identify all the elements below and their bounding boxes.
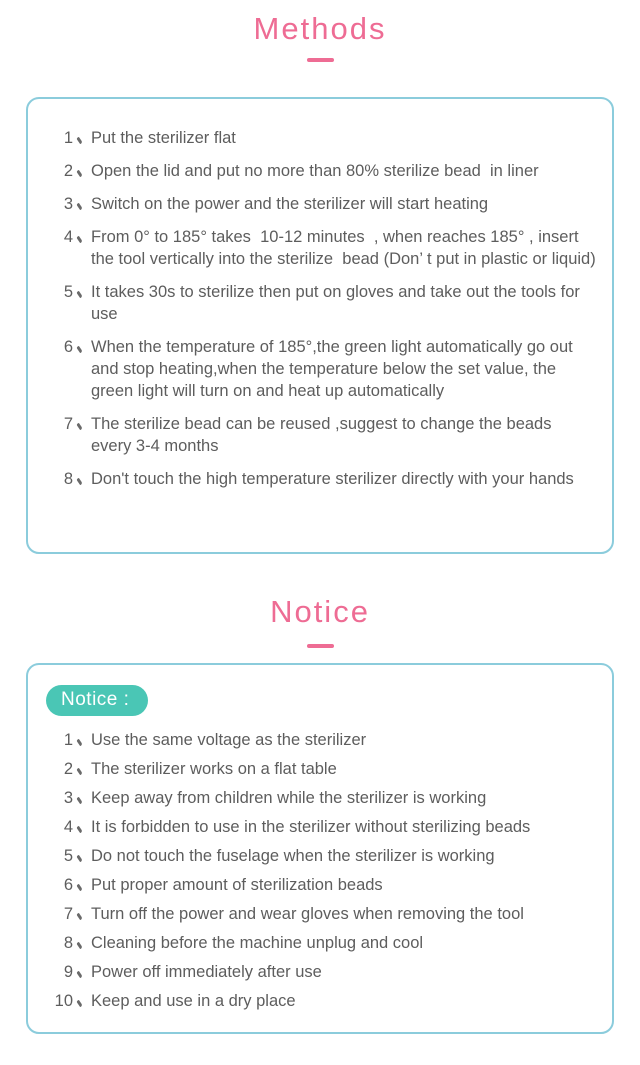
item-text: Switch on the power and the sterilizer will start heating (91, 195, 489, 213)
item-number: 10 (54, 992, 73, 1010)
item-text: Open the lid and put no more than 80% sterilize bead in liner (91, 162, 539, 180)
item-number: 1 (63, 731, 73, 749)
list-item (42, 874, 596, 896)
ideographic-comma-icon (73, 961, 88, 983)
ideographic-comma-icon (73, 729, 88, 751)
notice-title: Notice (270, 594, 370, 629)
ideographic-comma-icon (73, 758, 88, 780)
item-number: 5 (63, 847, 73, 865)
item-text: The sterilizer works on a flat table (91, 760, 337, 778)
list-item (42, 990, 596, 1012)
title-divider-dash (307, 644, 334, 648)
ideographic-comma-icon (73, 932, 88, 954)
item-text: When the temperature of 185°,the green light automatically go out and stop heating,when the temperature below the set value, the green light will turn on and heat up automatically (91, 338, 578, 400)
item-text: Don't touch the high temperature sterilizer directly with your hands (91, 470, 574, 488)
item-text: The sterilize bead can be reused ,suggest to change the beads every 3-4 months (91, 415, 557, 455)
item-text: Keep away from children while the sterilizer is working (91, 789, 487, 807)
list-item (42, 845, 596, 867)
methods-title: Methods (253, 11, 387, 46)
item-number: 2 (63, 760, 73, 778)
ideographic-comma-icon (73, 874, 88, 896)
notice-list (42, 729, 596, 1012)
item-number: 5 (63, 283, 73, 301)
list-item (42, 903, 596, 925)
ideographic-comma-icon (73, 845, 88, 867)
ideographic-comma-icon (73, 193, 88, 215)
list-item (42, 226, 596, 270)
item-number: 6 (63, 338, 73, 356)
item-number: 6 (63, 876, 73, 894)
item-number: 2 (63, 162, 73, 180)
item-text: Put the sterilizer flat (91, 129, 236, 147)
methods-panel (26, 97, 614, 554)
item-text: Turn off the power and wear gloves when removing the tool (91, 905, 524, 923)
item-text: It is forbidden to use in the sterilizer without sterilizing beads (91, 818, 531, 836)
methods-list (42, 127, 596, 490)
item-text: It takes 30s to sterilize then put on gloves and take out the tools for use (91, 283, 585, 323)
ideographic-comma-icon (73, 226, 88, 248)
list-item (42, 413, 596, 457)
ideographic-comma-icon (73, 468, 88, 490)
ideographic-comma-icon (73, 413, 88, 435)
item-text: Use the same voltage as the sterilizer (91, 731, 367, 749)
item-text: Put proper amount of sterilization beads (91, 876, 383, 894)
list-item (42, 816, 596, 838)
list-item (42, 281, 596, 325)
item-number: 8 (63, 934, 73, 952)
list-item (42, 787, 596, 809)
list-item (42, 193, 596, 215)
notice-panel (26, 663, 614, 1034)
list-item (42, 758, 596, 780)
item-number: 8 (63, 470, 73, 488)
title-divider-dash (307, 58, 334, 62)
item-number: 3 (63, 195, 73, 213)
item-number: 9 (63, 963, 73, 981)
ideographic-comma-icon (73, 816, 88, 838)
ideographic-comma-icon (73, 787, 88, 809)
ideographic-comma-icon (73, 903, 88, 925)
item-text: Keep and use in a dry place (91, 992, 296, 1010)
item-number: 4 (63, 228, 73, 246)
list-item (42, 729, 596, 751)
item-text: Cleaning before the machine unplug and cool (91, 934, 424, 952)
item-number: 7 (63, 415, 73, 433)
ideographic-comma-icon (73, 336, 88, 358)
list-item (42, 932, 596, 954)
notice-badge: Notice : (46, 685, 148, 716)
item-number: 7 (63, 905, 73, 923)
ideographic-comma-icon (73, 281, 88, 303)
item-text: From 0° to 185° takes 10-12 minutes , when reaches 185° , insert the tool vertically into the sterilize bead (Don’ t put in plastic or liquid) (91, 228, 596, 268)
item-number: 4 (63, 818, 73, 836)
list-item (42, 468, 596, 490)
item-text: Power off immediately after use (91, 963, 322, 981)
item-number: 1 (63, 129, 73, 147)
ideographic-comma-icon (73, 990, 88, 1012)
ideographic-comma-icon (73, 160, 88, 182)
list-item (42, 961, 596, 983)
list-item (42, 127, 596, 149)
item-number: 3 (63, 789, 73, 807)
ideographic-comma-icon (73, 127, 88, 149)
item-text: Do not touch the fuselage when the sterilizer is working (91, 847, 495, 865)
list-item (42, 336, 596, 402)
list-item (42, 160, 596, 182)
